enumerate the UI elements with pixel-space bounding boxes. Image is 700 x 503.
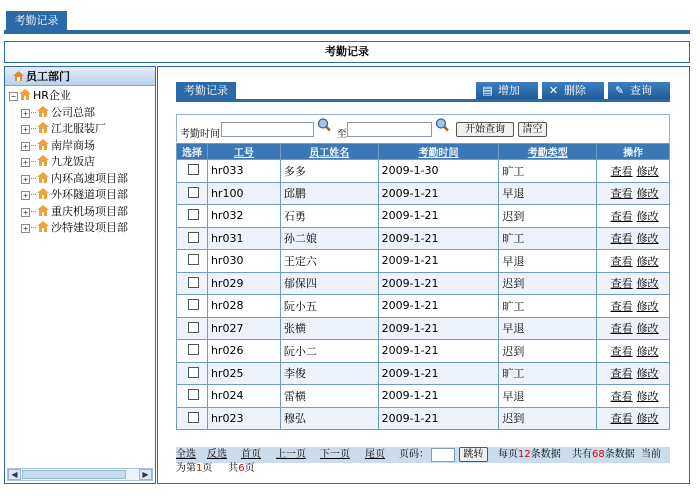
tree-node-label: 江北服装厂 (51, 122, 106, 135)
pager-line-2 (176, 463, 255, 475)
attendance-time-cell: 2009-1-21 (378, 272, 499, 295)
expand-icon[interactable]: + (21, 109, 30, 118)
total-pages-info: 共6页 (228, 463, 255, 474)
employee-id-cell: hr033 (207, 160, 280, 183)
tree-node-label: 九龙饭店 (51, 155, 95, 168)
start-date-input[interactable] (221, 122, 314, 137)
select-cell (177, 362, 208, 385)
table-row (177, 317, 670, 340)
col-header-action: 操作 (597, 144, 670, 160)
house-icon (37, 155, 49, 166)
table-row (177, 407, 670, 430)
view-link[interactable]: 查看 (610, 344, 633, 358)
last-page-link[interactable]: 尾页 (365, 449, 385, 460)
tree-node-department[interactable] (5, 204, 155, 221)
select-cell (177, 272, 208, 295)
employee-name-cell: 郁保四 (280, 272, 378, 295)
department-tree (5, 86, 155, 237)
tree-node-department[interactable] (5, 187, 155, 204)
table-header-row (177, 144, 670, 160)
tree-node-department[interactable] (5, 154, 155, 171)
row-checkbox[interactable] (188, 232, 199, 243)
employee-id-cell: hr100 (207, 182, 280, 205)
clear-button[interactable]: 清空 (518, 122, 547, 137)
edit-link[interactable]: 修改 (636, 209, 659, 223)
employee-name-cell: 石勇 (280, 205, 378, 228)
content-panel (157, 66, 690, 484)
employee-name-cell: 阮小二 (280, 340, 378, 363)
view-link[interactable]: 查看 (610, 412, 633, 426)
house-icon (37, 172, 49, 183)
tab-attendance-records[interactable]: 考勤记录 (6, 11, 67, 30)
employee-id-cell: hr023 (207, 407, 280, 430)
action-cell (597, 317, 670, 340)
view-link[interactable]: 查看 (610, 254, 633, 268)
next-page-link[interactable]: 下一页 (320, 449, 350, 460)
delete-button[interactable] (542, 82, 604, 99)
attendance-type-cell: 早退 (499, 250, 597, 273)
employee-name-cell: 邱鹏 (280, 182, 378, 205)
select-cell (177, 250, 208, 273)
attendance-time-cell: 2009-1-21 (378, 362, 499, 385)
attendance-time-cell: 2009-1-30 (378, 160, 499, 183)
col-header-type[interactable]: 考勤类型 (499, 144, 597, 160)
house-icon (37, 139, 49, 150)
row-checkbox[interactable] (188, 299, 199, 310)
table-row (177, 272, 670, 295)
horizontal-scrollbar[interactable] (7, 468, 153, 481)
query-label: 查询 (630, 84, 652, 97)
view-link[interactable]: 查看 (610, 322, 633, 336)
attendance-type-cell: 早退 (499, 317, 597, 340)
employee-id-cell: hr031 (207, 227, 280, 250)
edit-link[interactable]: 修改 (636, 389, 659, 403)
select-cell (177, 182, 208, 205)
edit-link[interactable]: 修改 (636, 277, 659, 291)
section-divider (176, 99, 670, 102)
view-link[interactable]: 查看 (610, 232, 633, 246)
employee-name-cell: 雷横 (280, 385, 378, 408)
edit-link[interactable]: 修改 (636, 344, 659, 358)
magnifier-icon[interactable] (435, 118, 451, 132)
employee-name-cell: 李俊 (280, 362, 378, 385)
current-info: 当前 (641, 449, 661, 460)
view-link[interactable]: 查看 (610, 277, 633, 291)
delete-label: 删除 (564, 84, 586, 97)
attendance-time-cell: 2009-1-21 (378, 227, 499, 250)
view-link[interactable]: 查看 (610, 299, 633, 313)
add-icon: ▤ (482, 84, 493, 97)
employee-name-cell: 穆弘 (280, 407, 378, 430)
col-header-select: 选择 (177, 144, 208, 160)
tree-node-department[interactable] (5, 121, 155, 138)
tree-node-department[interactable] (5, 105, 155, 122)
prev-page-link[interactable]: 上一页 (276, 449, 306, 460)
action-cell (597, 205, 670, 228)
tree-connector (31, 178, 36, 179)
table-row (177, 227, 670, 250)
action-cell (597, 272, 670, 295)
employee-id-cell: hr027 (207, 317, 280, 340)
employee-id-cell: hr028 (207, 295, 280, 318)
per-page-info: 每页12条数据 (498, 449, 561, 460)
current-page-info: 为第1页 (176, 463, 213, 474)
expand-icon[interactable]: + (21, 208, 30, 217)
attendance-table (176, 143, 670, 430)
attendance-time-cell: 2009-1-21 (378, 407, 499, 430)
employee-name-cell: 孙二娘 (280, 227, 378, 250)
col-header-id[interactable]: 工号 (207, 144, 280, 160)
scroll-left-icon[interactable]: ◀ (8, 469, 21, 480)
row-checkbox[interactable] (188, 389, 199, 400)
house-icon (37, 188, 49, 199)
action-cell (597, 182, 670, 205)
table-row (177, 340, 670, 363)
action-cell (597, 362, 670, 385)
collapse-icon[interactable]: − (9, 92, 18, 101)
employee-id-cell: hr029 (207, 272, 280, 295)
house-icon (37, 122, 49, 133)
select-cell (177, 205, 208, 228)
table-row (177, 160, 670, 183)
group-icon (13, 71, 24, 81)
col-header-name[interactable]: 员工姓名 (280, 144, 378, 160)
edit-link[interactable]: 修改 (636, 232, 659, 246)
edit-link[interactable]: 修改 (636, 322, 659, 336)
attendance-time-cell: 2009-1-21 (378, 250, 499, 273)
select-cell (177, 317, 208, 340)
tree-node-department[interactable] (5, 138, 155, 155)
tree-connector (31, 128, 36, 129)
department-panel-header (5, 67, 155, 86)
tree-node-label: 沙特建设项目部 (51, 221, 128, 234)
tree-node-label: 公司总部 (51, 105, 95, 119)
tree-connector (31, 194, 36, 195)
select-cell (177, 407, 208, 430)
employee-name-cell: 王定六 (280, 250, 378, 273)
expand-icon[interactable]: + (21, 125, 30, 134)
view-link[interactable]: 查看 (610, 367, 633, 381)
view-link[interactable]: 查看 (610, 164, 633, 178)
attendance-type-cell: 旷工 (499, 227, 597, 250)
page-title: 考勤记录 (4, 41, 690, 63)
scroll-thumb[interactable] (22, 470, 126, 479)
select-cell (177, 227, 208, 250)
employee-name-cell: 张横 (280, 317, 378, 340)
add-button[interactable] (476, 82, 538, 99)
select-cell (177, 385, 208, 408)
attendance-time-cell: 2009-1-21 (378, 182, 499, 205)
action-cell (597, 407, 670, 430)
select-cell (177, 340, 208, 363)
start-query-button[interactable]: 开始查询 (456, 122, 514, 137)
house-icon (37, 221, 49, 232)
action-cell (597, 250, 670, 273)
employee-id-cell: hr030 (207, 250, 280, 273)
tree-connector (31, 112, 36, 113)
tree-node-department[interactable] (5, 171, 155, 188)
employee-name-cell: 多多 (280, 160, 378, 183)
view-link[interactable]: 查看 (610, 389, 633, 403)
house-icon (37, 106, 49, 117)
row-checkbox[interactable] (188, 187, 199, 198)
table-row (177, 182, 670, 205)
total-info: 共有68条数据 (572, 449, 635, 460)
tree-connector (31, 211, 36, 212)
query-icon: ✎ (614, 84, 625, 97)
row-checkbox[interactable] (188, 277, 199, 288)
edit-link[interactable]: 修改 (636, 412, 659, 426)
row-checkbox[interactable] (188, 254, 199, 265)
attendance-time-cell: 2009-1-21 (378, 340, 499, 363)
attendance-type-cell: 早退 (499, 385, 597, 408)
delete-icon: ✕ (548, 84, 559, 97)
tree-connector (31, 161, 36, 162)
tree-node-label: 外环隧道项目部 (51, 188, 128, 201)
edit-link[interactable]: 修改 (636, 299, 659, 313)
pager (176, 447, 670, 463)
table-row (177, 205, 670, 228)
select-cell (177, 295, 208, 318)
house-icon (37, 205, 49, 216)
jump-button[interactable]: 跳转 (459, 447, 488, 462)
attendance-time-cell: 2009-1-21 (378, 295, 499, 318)
attendance-time-cell: 2009-1-21 (378, 317, 499, 340)
attendance-type-cell: 旷工 (499, 295, 597, 318)
department-panel-title: 员工部门 (26, 70, 70, 83)
select-all-link[interactable]: 全选 (176, 449, 196, 460)
edit-link[interactable]: 修改 (636, 254, 659, 268)
action-cell (597, 295, 670, 318)
row-checkbox[interactable] (188, 367, 199, 378)
attendance-time-cell: 2009-1-21 (378, 385, 499, 408)
tree-connector (31, 145, 36, 146)
expand-icon[interactable]: + (21, 158, 30, 167)
attendance-type-cell: 旷工 (499, 362, 597, 385)
top-divider (4, 30, 690, 34)
view-link[interactable]: 查看 (610, 187, 633, 201)
row-checkbox[interactable] (188, 412, 199, 423)
attendance-type-cell: 旷工 (499, 160, 597, 183)
table-row (177, 362, 670, 385)
attendance-type-cell: 迟到 (499, 407, 597, 430)
department-panel (4, 66, 156, 484)
tree-node-label: 南岸商场 (51, 138, 95, 152)
attendance-type-cell: 迟到 (499, 205, 597, 228)
tree-node-department[interactable] (5, 220, 155, 237)
select-cell (177, 160, 208, 183)
employee-id-cell: hr024 (207, 385, 280, 408)
edit-link[interactable]: 修改 (636, 187, 659, 201)
action-cell (597, 340, 670, 363)
row-checkbox[interactable] (188, 322, 199, 333)
scroll-right-icon[interactable]: ▶ (139, 469, 152, 480)
search-area (176, 114, 670, 142)
attendance-type-cell: 早退 (499, 182, 597, 205)
invert-select-link[interactable]: 反选 (207, 449, 227, 460)
table-row (177, 250, 670, 273)
page-number-label: 页码： (399, 449, 429, 460)
attendance-time-cell: 2009-1-21 (378, 205, 499, 228)
query-button[interactable] (608, 82, 670, 99)
to-label: 至 (337, 129, 347, 140)
magnifier-icon[interactable] (317, 118, 333, 132)
section-tab[interactable]: 考勤记录 (176, 82, 236, 99)
row-checkbox[interactable] (188, 209, 199, 220)
expand-icon[interactable]: + (21, 142, 30, 151)
expand-icon[interactable]: + (21, 175, 30, 184)
employee-id-cell: hr025 (207, 362, 280, 385)
tree-node-label: HR企业 (33, 89, 71, 102)
tree-connector (31, 227, 36, 228)
action-cell (597, 385, 670, 408)
attendance-type-cell: 迟到 (499, 340, 597, 363)
page-number-input[interactable] (431, 448, 455, 462)
expand-icon[interactable]: + (21, 224, 30, 233)
expand-icon[interactable]: + (21, 191, 30, 200)
row-checkbox[interactable] (188, 164, 199, 175)
add-label: 增加 (498, 84, 520, 97)
action-cell (597, 227, 670, 250)
first-page-link[interactable]: 首页 (241, 449, 261, 460)
view-link[interactable]: 查看 (610, 209, 633, 223)
action-cell (597, 160, 670, 183)
house-icon (19, 89, 31, 100)
table-row (177, 295, 670, 318)
employee-name-cell: 阮小五 (280, 295, 378, 318)
attendance-type-cell: 迟到 (499, 272, 597, 295)
tree-node-label: 内环高速项目部 (51, 171, 128, 185)
edit-link[interactable]: 修改 (636, 164, 659, 178)
row-checkbox[interactable] (188, 344, 199, 355)
time-label: 考勤时间 (180, 129, 220, 140)
employee-id-cell: hr032 (207, 205, 280, 228)
col-header-time[interactable]: 考勤时间 (378, 144, 499, 160)
end-date-input[interactable] (347, 122, 432, 137)
employee-id-cell: hr026 (207, 340, 280, 363)
tree-node-root[interactable] (5, 88, 155, 105)
table-row (177, 385, 670, 408)
edit-link[interactable]: 修改 (636, 367, 659, 381)
tree-node-label: 重庆机场项目部 (51, 204, 128, 218)
